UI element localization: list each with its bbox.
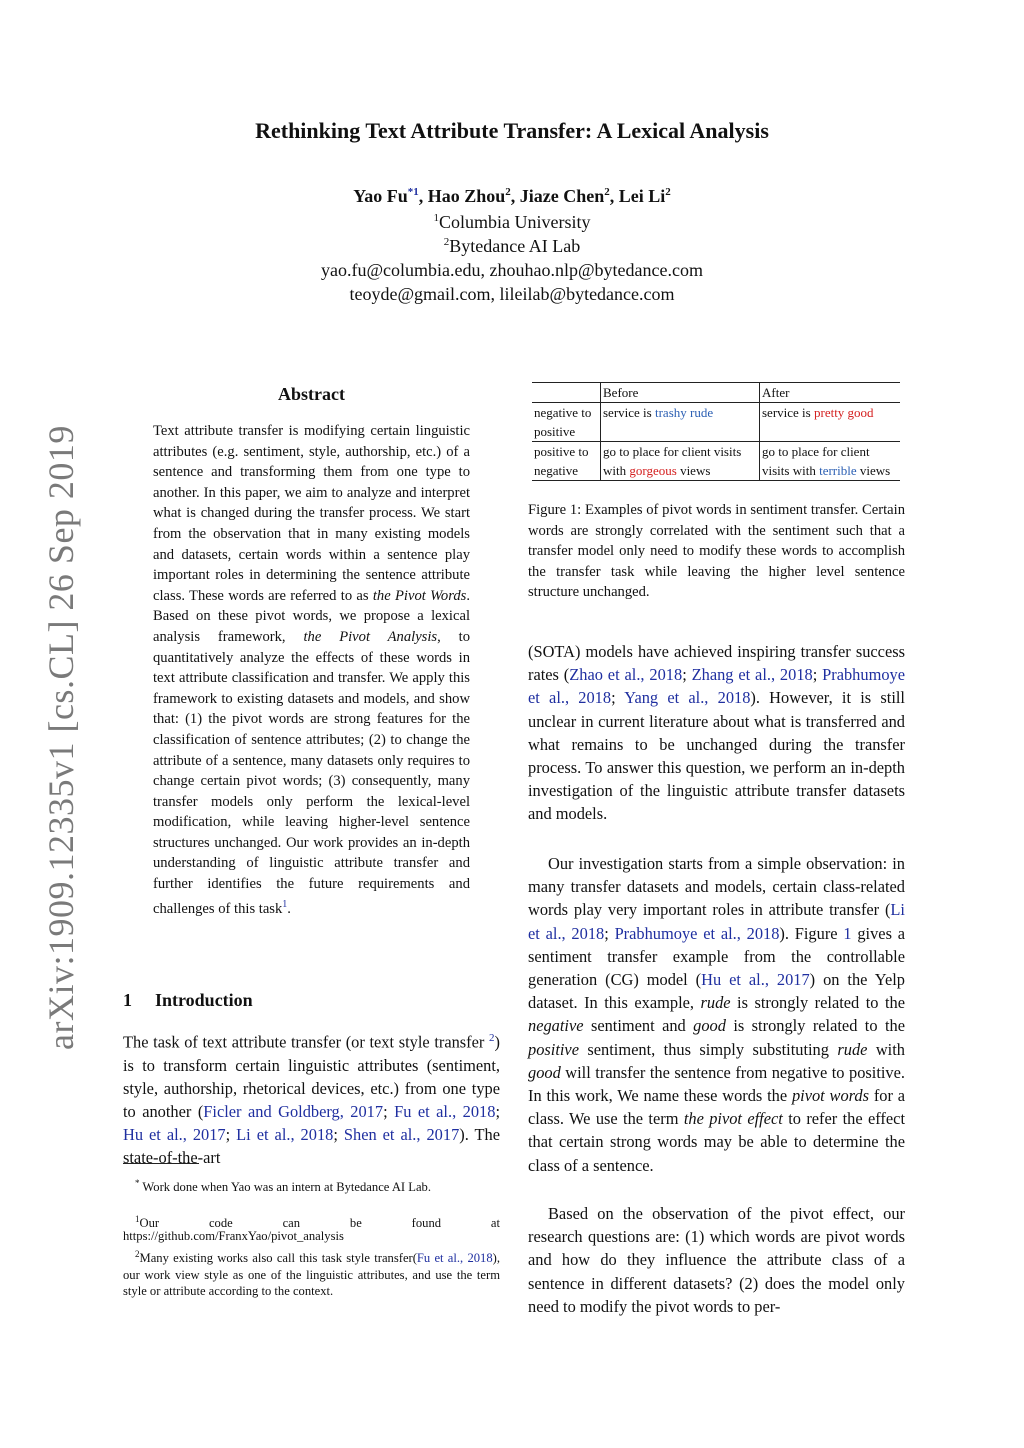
author-name: Yao Fu (353, 186, 408, 206)
emails-line-1: yao.fu@columbia.edu, zhouhao.nlp@bytedance.com (320, 260, 704, 280)
text-segment: will transfer the sentence from negative to positive. In this work, We name these words the (528, 1062, 905, 1106)
figure-1-table (532, 382, 900, 481)
table-cell-after (760, 442, 901, 481)
emails-line-2: teoyde@gmail.com, lileilab@bytedance.com (349, 284, 675, 304)
citation-link[interactable]: Shen et al., 2017 (343, 1125, 460, 1145)
author-name: Lei Li (618, 186, 666, 206)
section-heading-introduction (123, 990, 253, 1011)
table-cell-before (601, 403, 760, 442)
affil-name: Bytedance AI Lab (449, 236, 581, 256)
abstract-segment: , to quantitatively analyze the effects of these words in text attribute classification and transfer. We apply this framework to existing datasets and models, and show that: (1) the pivot words are strong features for the classification of sentence attributes; (2) to change the attribute of a sentence, many datasets only requires to change certain pivot words; (3) consequently, many transfer models only perform the lexical-level modification, while leaving higher-level sentence structures unchanged. Our work provides an in-depth understanding of linguistic attribute transfer and further identifies the future requirements and challenges of this task (153, 628, 470, 917)
author-mark: 2 (665, 186, 671, 198)
text-segment: sentiment and (583, 1016, 694, 1036)
footnote-text: Work done when Yao was an intern at Bytedance AI Lab. (139, 1180, 431, 1195)
cell-text: go to place for client visits with (762, 444, 870, 478)
paper-title: Rethinking Text Attribute Transfer: A Lexical Analysis (255, 118, 769, 143)
cell-text: views (676, 463, 711, 478)
author-sep: , (609, 186, 619, 206)
italic-term: rude (700, 993, 731, 1013)
author-mark: 2 (604, 186, 610, 198)
text-segment: gives a sentiment transfer example from the controllable generation (CG) model ( (528, 923, 906, 990)
text-segment: ) is to transform certain linguistic attributes (sentiment, style, authorship, rhetorical devices, etc.) from one type to another ( (123, 1032, 500, 1122)
table-cell-label: negative to positive (534, 405, 592, 439)
italic-term: pivot words (791, 1086, 870, 1106)
affil-name: Columbia University (439, 212, 591, 232)
text-segment: The task of text attribute transfer (or text style transfer (123, 1032, 490, 1052)
pivot-word-positive: gorgeous (629, 463, 677, 478)
citation-link[interactable]: Li et al., 2018 (236, 1125, 334, 1145)
text-segment: is strongly related to the (730, 993, 905, 1013)
pivot-word-positive: pretty good (813, 405, 874, 420)
affil-mark: 1 (433, 212, 439, 224)
author-list (0, 186, 1024, 207)
table-header-row (532, 383, 900, 403)
cell-text: views (856, 463, 891, 478)
section-title: Introduction (155, 990, 253, 1010)
text-segment: sentiment, thus simply substituting (578, 1039, 838, 1059)
text-segment: for a class. We use the term (528, 1086, 906, 1129)
abstract-heading: Abstract (278, 384, 345, 404)
text-segment: Our investigation starts from a simple observation: in many transfer datasets and models, certain class-related words play very important roles in attribute transfer ( (528, 854, 905, 920)
citation-link[interactable]: Yang et al., 2018 (624, 688, 751, 708)
footnote-rule (123, 1163, 199, 1164)
footnote-1-url[interactable]: https://github.com/FranxYao/pivot_analysis (123, 1229, 344, 1243)
arxiv-side-label: arXiv:1909.12335v1 [cs.CL] 26 Sep 2019 (41, 425, 81, 1050)
citation-link[interactable]: Prabhumoye et al., 2018 (614, 923, 780, 943)
footnote-ref[interactable]: 2 (489, 1032, 495, 1044)
footnote-text: ), our work view style as one of the linguistic attributes, and use the term style or attribute according to the context. (123, 1251, 500, 1299)
intro-paragraph-right-1: (SOTA) models have achieved inspiring transfer success rates (Zhao et al., 2018; Zhang et al., 2018; Prabhumoye et al., 2018; Yang et al., 2018). However, it is still unclear in current literature about what is transferred and what remains to be unchanged during the transfer process. To answer this question, we perform an in-depth investigation of the linguistic attribute transfer datasets and models. (528, 642, 905, 824)
intro-paragraph-right-2: Our investigation starts from a simple observation: in many transfer datasets and models, certain class-related words play very important roles in attribute transfer (Li et al., 2018; Prabhumoye et al., 2018). Figure 1 gives a sentiment transfer example from the controllable generation (CG) model (Hu et al., 2017) on the Yelp dataset. In this example, rude is strongly related to the negative sentiment and good is strongly related to the positive sentiment, thus simply substituting rude with good will transfer the sentence from negative to positive. In this work, We name these words the pivot words for a class. We use the term the pivot effect to refer the effect that certain strong words may be able to determine the class of a sentence. (528, 854, 906, 1175)
table-cell-after (760, 403, 901, 442)
table-cell-label: positive to negative (532, 442, 601, 481)
author-name: Jiaze Chen (519, 186, 605, 206)
italic-term: negative (528, 1016, 584, 1036)
footnote-text: Our code can be found at (139, 1216, 500, 1231)
abstract-italic: the Pivot Words (372, 587, 467, 604)
abstract-segment: Text attribute transfer is modifying certain linguistic attributes (e.g. sentiment, style, authorship, etc.) of a sentence and transforming them from one type to another. In this paper, we aim to analyze and interpret what is changed during the transfer process. We start from the observation that in many existing models and datasets, certain words within a sentence play important roles in determining the sentence attribute class. These words are referred to as (153, 423, 470, 604)
citation-link[interactable]: Hu et al., 2017 (123, 1125, 226, 1145)
text-segment: ). The state-of-the-art (123, 1125, 500, 1168)
text-segment: is strongly related to the (725, 1016, 905, 1036)
text-segment: ). Figure (779, 923, 844, 943)
author-name: Hao Zhou (427, 186, 506, 206)
table-header-cell: After (760, 383, 901, 403)
author-sep: , (510, 186, 520, 206)
affil-mark: 2 (443, 236, 450, 248)
citation-link[interactable]: Zhao et al., 2018 (569, 665, 683, 685)
citation-link[interactable]: Zhang et al., 2018 (691, 665, 813, 685)
pivot-word-negative: terrible (819, 463, 857, 478)
table-cell-before (601, 442, 760, 481)
footnote-text: Many existing works also call this task style transfer( (139, 1251, 417, 1266)
author-mark[interactable]: *1 (407, 186, 419, 198)
citation-link[interactable]: Fu et al., 2018 (394, 1102, 496, 1122)
text-segment: ) on the Yelp dataset. In this example, (528, 970, 906, 1013)
italic-term: positive (528, 1039, 579, 1059)
italic-term: the pivot effect (683, 1109, 783, 1129)
text-segment: (SOTA) models have achieved inspiring transfer success rates ( (528, 642, 905, 685)
abstract-segment: . Based on these pivot words, we propose a lexical analysis framework, (153, 587, 470, 645)
italic-term: rude (837, 1039, 868, 1059)
affiliation-2 (0, 236, 1024, 257)
table-row (532, 403, 900, 442)
author-sep: , (418, 186, 428, 206)
figure-1-caption: Figure 1: Examples of pivot words in sentiment transfer. Certain words are strongly correlated with the sentiment such that a transfer model only need to modify these words to accomplish the transfer task while leaving the higher level sentence structure unchanged. (528, 502, 905, 601)
citation-link[interactable]: Ficler and Goldberg, 2017 (203, 1102, 384, 1122)
table-header-cell: Before (601, 383, 760, 403)
text-segment: with (867, 1039, 905, 1059)
cell-text: go to place for client visits with (603, 444, 742, 478)
citation-link[interactable]: Prabhumoye et al., 2018 (528, 665, 905, 708)
section-number: 1 (123, 990, 132, 1010)
affiliation-1 (0, 212, 1024, 233)
cell-text: service is (762, 405, 814, 420)
text-segment: to refer the effect that certain strong words may be able to determine the class of a sentence. (528, 1109, 905, 1175)
footnote-mark: * (135, 1178, 140, 1188)
footnote-2 (123, 1246, 500, 1300)
table-header-cell (532, 383, 601, 403)
citation-link[interactable]: Li et al., 2018 (528, 900, 905, 943)
table-row (532, 442, 900, 481)
figure-ref-link[interactable]: 1 (843, 923, 852, 943)
footnote-ref[interactable]: 1 (282, 898, 288, 910)
cell-text: service is (603, 405, 655, 420)
footnote-mark: 1 (135, 1214, 140, 1224)
abstract-text (153, 421, 470, 919)
italic-term: good (528, 1062, 561, 1082)
footnote-star (123, 1175, 500, 1196)
italic-term: good (693, 1016, 726, 1036)
citation-link[interactable]: Fu et al., 2018 (416, 1251, 493, 1266)
author-mark: 2 (505, 186, 511, 198)
text-segment: ). However, it is still unclear in current literature about what is transferred and what remains to be unchanged during the transfer process. To answer this question, we perform an in-depth investigation of the linguistic attribute transfer datasets and models. (528, 688, 905, 824)
abstract-italic: the Pivot Analysis (303, 628, 438, 645)
intro-paragraph-right-3: Based on the observation of the pivot effect, our research questions are: (1) which words are pivot words and how do they influence the attribute class of a sentence in different datasets? (2) does the model only need to modify the pivot words to per- (528, 1204, 905, 1316)
abstract-segment: . (287, 900, 291, 917)
intro-paragraph-left: The task of text attribute transfer (or text style transfer $^2$) is to transform certain linguistic attributes (sentiment, style, authorship, rhetorical devices, etc.) from one type to another (Ficler and Goldberg, 2017; Fu et al., 2018; Hu et al., 2017; Li et al., 2018; Shen et al., 2017). The state-of-the-art (123, 1032, 500, 1168)
pivot-word-negative: trashy rude (654, 405, 714, 420)
footnote-mark: 2 (135, 1249, 140, 1259)
citation-link[interactable]: Hu et al., 2017 (701, 970, 810, 990)
